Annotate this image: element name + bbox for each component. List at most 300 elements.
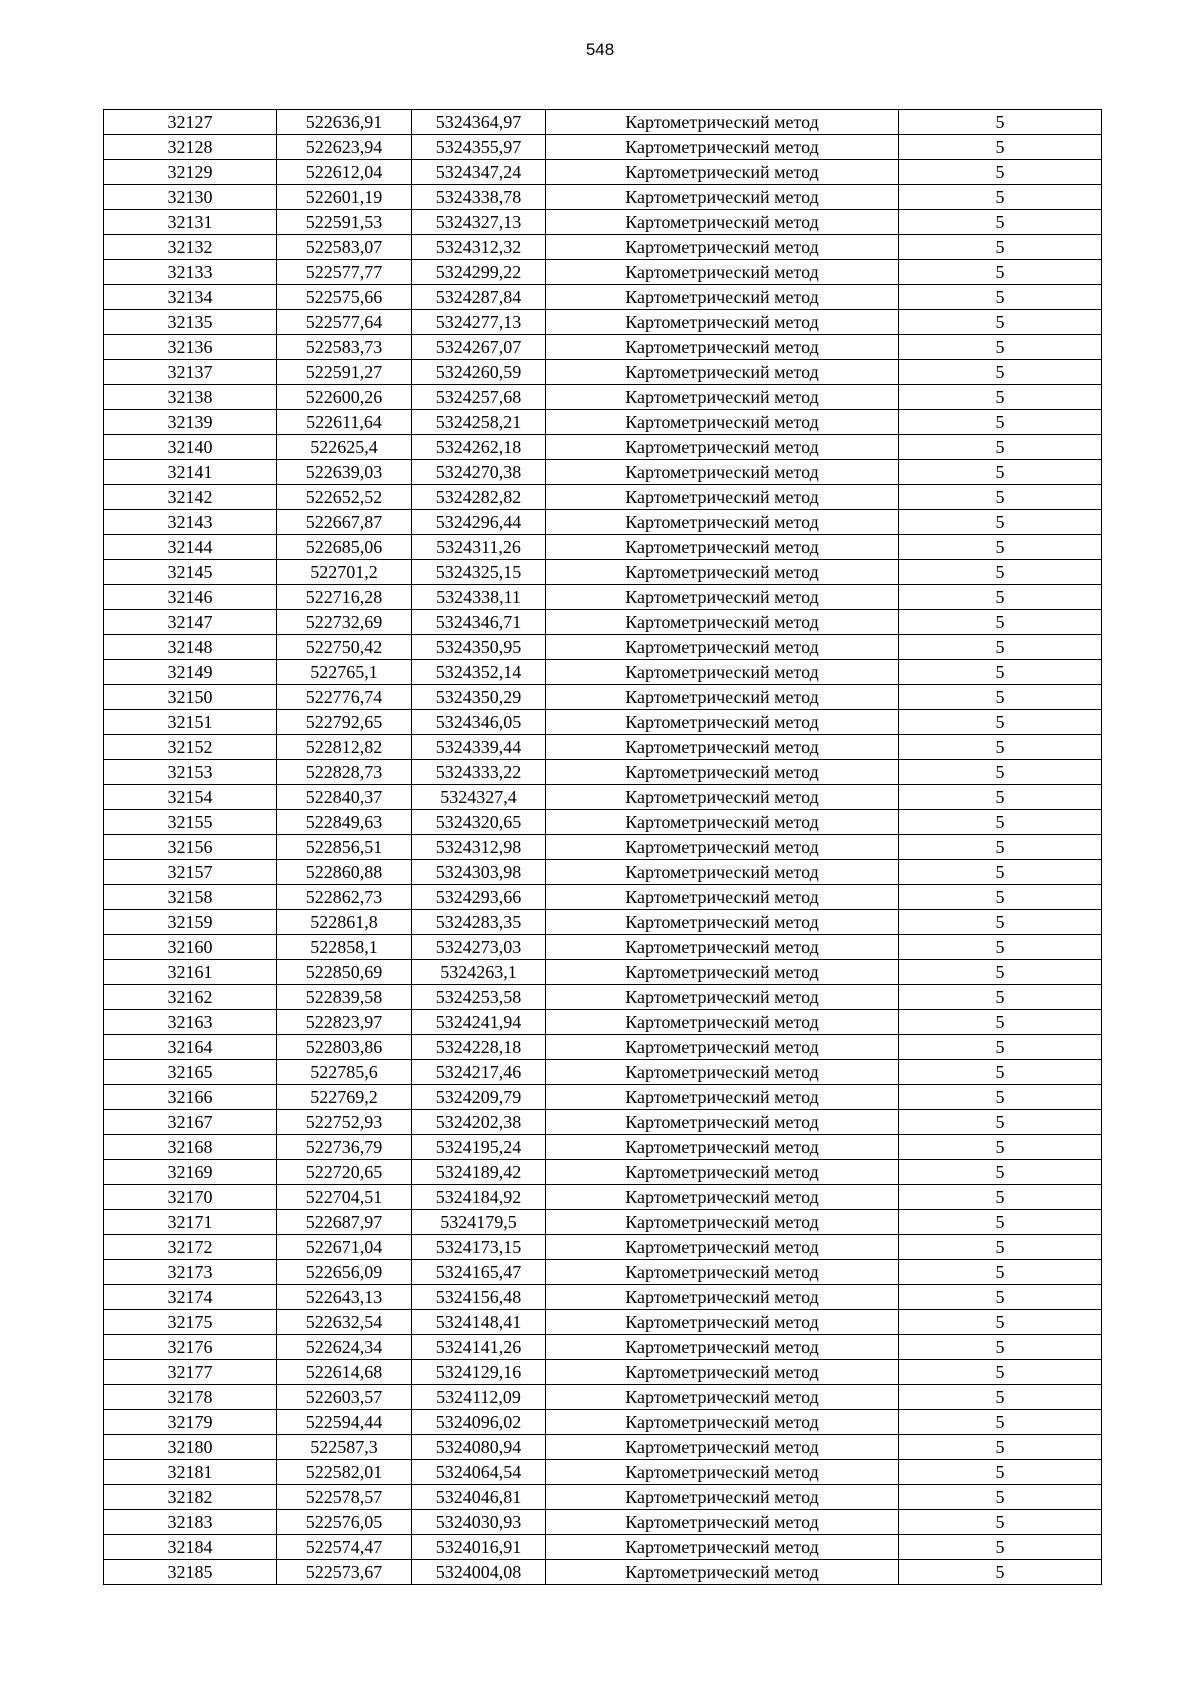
accuracy-cell: 5 — [899, 910, 1102, 935]
x-coordinate-cell: 522612,04 — [277, 160, 412, 185]
method-cell: Картометрический метод — [546, 985, 899, 1010]
method-cell: Картометрический метод — [546, 1360, 899, 1385]
table-row — [104, 985, 1102, 1010]
y-coordinate-cell: 5324228,18 — [412, 1035, 546, 1060]
method-cell: Картометрический метод — [546, 660, 899, 685]
table-row — [104, 535, 1102, 560]
accuracy-cell: 5 — [899, 1010, 1102, 1035]
table-row — [104, 435, 1102, 460]
accuracy-cell: 5 — [899, 1110, 1102, 1135]
accuracy-cell: 5 — [899, 260, 1102, 285]
x-coordinate-cell: 522687,97 — [277, 1210, 412, 1235]
point-number-cell: 32157 — [104, 860, 277, 885]
point-number-cell: 32177 — [104, 1360, 277, 1385]
x-coordinate-cell: 522583,73 — [277, 335, 412, 360]
point-number-cell: 32184 — [104, 1535, 277, 1560]
method-cell: Картометрический метод — [546, 1485, 899, 1510]
point-number-cell: 32160 — [104, 935, 277, 960]
x-coordinate-cell: 522769,2 — [277, 1085, 412, 1110]
point-number-cell: 32167 — [104, 1110, 277, 1135]
y-coordinate-cell: 5324287,84 — [412, 285, 546, 310]
table-row — [104, 1035, 1102, 1060]
accuracy-cell: 5 — [899, 1410, 1102, 1435]
accuracy-cell: 5 — [899, 560, 1102, 585]
table-row — [104, 460, 1102, 485]
y-coordinate-cell: 5324320,65 — [412, 810, 546, 835]
table-row — [104, 485, 1102, 510]
accuracy-cell: 5 — [899, 1360, 1102, 1385]
x-coordinate-cell: 522639,03 — [277, 460, 412, 485]
table-row — [104, 1110, 1102, 1135]
accuracy-cell: 5 — [899, 110, 1102, 135]
x-coordinate-cell: 522652,52 — [277, 485, 412, 510]
y-coordinate-cell: 5324283,35 — [412, 910, 546, 935]
y-coordinate-cell: 5324030,93 — [412, 1510, 546, 1535]
y-coordinate-cell: 5324346,05 — [412, 710, 546, 735]
table-row — [104, 160, 1102, 185]
accuracy-cell: 5 — [899, 310, 1102, 335]
accuracy-cell: 5 — [899, 785, 1102, 810]
accuracy-cell: 5 — [899, 1510, 1102, 1535]
method-cell: Картометрический метод — [546, 835, 899, 860]
point-number-cell: 32159 — [104, 910, 277, 935]
table-row — [104, 960, 1102, 985]
point-number-cell: 32185 — [104, 1560, 277, 1585]
method-cell: Картометрический метод — [546, 710, 899, 735]
table-row — [104, 135, 1102, 160]
method-cell: Картометрический метод — [546, 885, 899, 910]
accuracy-cell: 5 — [899, 485, 1102, 510]
y-coordinate-cell: 5324262,18 — [412, 435, 546, 460]
x-coordinate-cell: 522591,27 — [277, 360, 412, 385]
method-cell: Картометрический метод — [546, 235, 899, 260]
table-row — [104, 1385, 1102, 1410]
method-cell: Картометрический метод — [546, 1210, 899, 1235]
y-coordinate-cell: 5324156,48 — [412, 1285, 546, 1310]
x-coordinate-cell: 522785,6 — [277, 1060, 412, 1085]
table-row — [104, 510, 1102, 535]
method-cell: Картометрический метод — [546, 685, 899, 710]
method-cell: Картометрический метод — [546, 460, 899, 485]
x-coordinate-cell: 522671,04 — [277, 1235, 412, 1260]
coordinates-table-body — [104, 110, 1102, 1585]
method-cell: Картометрический метод — [546, 1035, 899, 1060]
x-coordinate-cell: 522850,69 — [277, 960, 412, 985]
accuracy-cell: 5 — [899, 960, 1102, 985]
method-cell: Картометрический метод — [546, 735, 899, 760]
method-cell: Картометрический метод — [546, 585, 899, 610]
y-coordinate-cell: 5324129,16 — [412, 1360, 546, 1385]
y-coordinate-cell: 5324352,14 — [412, 660, 546, 685]
table-row — [104, 1435, 1102, 1460]
table-row — [104, 1185, 1102, 1210]
accuracy-cell: 5 — [899, 585, 1102, 610]
x-coordinate-cell: 522625,4 — [277, 435, 412, 460]
point-number-cell: 32165 — [104, 1060, 277, 1085]
accuracy-cell: 5 — [899, 885, 1102, 910]
table-row — [104, 1060, 1102, 1085]
y-coordinate-cell: 5324195,24 — [412, 1135, 546, 1160]
y-coordinate-cell: 5324217,46 — [412, 1060, 546, 1085]
point-number-cell: 32153 — [104, 760, 277, 785]
y-coordinate-cell: 5324270,38 — [412, 460, 546, 485]
y-coordinate-cell: 5324312,98 — [412, 835, 546, 860]
table-row — [104, 285, 1102, 310]
method-cell: Картометрический метод — [546, 610, 899, 635]
x-coordinate-cell: 522600,26 — [277, 385, 412, 410]
method-cell: Картометрический метод — [546, 785, 899, 810]
point-number-cell: 32141 — [104, 460, 277, 485]
table-row — [104, 1360, 1102, 1385]
accuracy-cell: 5 — [899, 460, 1102, 485]
accuracy-cell: 5 — [899, 1560, 1102, 1585]
accuracy-cell: 5 — [899, 410, 1102, 435]
x-coordinate-cell: 522578,57 — [277, 1485, 412, 1510]
method-cell: Картометрический метод — [546, 1235, 899, 1260]
x-coordinate-cell: 522765,1 — [277, 660, 412, 685]
point-number-cell: 32172 — [104, 1235, 277, 1260]
point-number-cell: 32156 — [104, 835, 277, 860]
accuracy-cell: 5 — [899, 360, 1102, 385]
method-cell: Картометрический метод — [546, 435, 899, 460]
accuracy-cell: 5 — [899, 810, 1102, 835]
method-cell: Картометрический метод — [546, 1185, 899, 1210]
method-cell: Картометрический метод — [546, 1160, 899, 1185]
x-coordinate-cell: 522611,64 — [277, 410, 412, 435]
accuracy-cell: 5 — [899, 235, 1102, 260]
point-number-cell: 32164 — [104, 1035, 277, 1060]
accuracy-cell: 5 — [899, 1085, 1102, 1110]
point-number-cell: 32182 — [104, 1485, 277, 1510]
point-number-cell: 32149 — [104, 660, 277, 685]
y-coordinate-cell: 5324296,44 — [412, 510, 546, 535]
accuracy-cell: 5 — [899, 160, 1102, 185]
table-row — [104, 785, 1102, 810]
point-number-cell: 32135 — [104, 310, 277, 335]
point-number-cell: 32145 — [104, 560, 277, 585]
point-number-cell: 32169 — [104, 1160, 277, 1185]
x-coordinate-cell: 522576,05 — [277, 1510, 412, 1535]
y-coordinate-cell: 5324347,24 — [412, 160, 546, 185]
accuracy-cell: 5 — [899, 1035, 1102, 1060]
x-coordinate-cell: 522577,64 — [277, 310, 412, 335]
y-coordinate-cell: 5324080,94 — [412, 1435, 546, 1460]
method-cell: Картометрический метод — [546, 360, 899, 385]
x-coordinate-cell: 522812,82 — [277, 735, 412, 760]
accuracy-cell: 5 — [899, 660, 1102, 685]
table-row — [104, 360, 1102, 385]
y-coordinate-cell: 5324064,54 — [412, 1460, 546, 1485]
accuracy-cell: 5 — [899, 935, 1102, 960]
table-row — [104, 810, 1102, 835]
accuracy-cell: 5 — [899, 860, 1102, 885]
accuracy-cell: 5 — [899, 1160, 1102, 1185]
x-coordinate-cell: 522656,09 — [277, 1260, 412, 1285]
point-number-cell: 32150 — [104, 685, 277, 710]
point-number-cell: 32155 — [104, 810, 277, 835]
method-cell: Картометрический метод — [546, 1010, 899, 1035]
method-cell: Картометрический метод — [546, 1260, 899, 1285]
accuracy-cell: 5 — [899, 985, 1102, 1010]
accuracy-cell: 5 — [899, 710, 1102, 735]
x-coordinate-cell: 522716,28 — [277, 585, 412, 610]
point-number-cell: 32181 — [104, 1460, 277, 1485]
y-coordinate-cell: 5324209,79 — [412, 1085, 546, 1110]
x-coordinate-cell: 522849,63 — [277, 810, 412, 835]
x-coordinate-cell: 522624,34 — [277, 1335, 412, 1360]
y-coordinate-cell: 5324267,07 — [412, 335, 546, 360]
y-coordinate-cell: 5324338,11 — [412, 585, 546, 610]
x-coordinate-cell: 522861,8 — [277, 910, 412, 935]
table-row — [104, 935, 1102, 960]
method-cell: Картометрический метод — [546, 1285, 899, 1310]
x-coordinate-cell: 522623,94 — [277, 135, 412, 160]
point-number-cell: 32170 — [104, 1185, 277, 1210]
table-row — [104, 1460, 1102, 1485]
accuracy-cell: 5 — [899, 1460, 1102, 1485]
table-row — [104, 210, 1102, 235]
y-coordinate-cell: 5324303,98 — [412, 860, 546, 885]
method-cell: Картометрический метод — [546, 535, 899, 560]
accuracy-cell: 5 — [899, 1435, 1102, 1460]
table-row — [104, 1160, 1102, 1185]
accuracy-cell: 5 — [899, 1260, 1102, 1285]
table-row — [104, 560, 1102, 585]
method-cell: Картометрический метод — [546, 310, 899, 335]
y-coordinate-cell: 5324346,71 — [412, 610, 546, 635]
table-row — [104, 1410, 1102, 1435]
accuracy-cell: 5 — [899, 335, 1102, 360]
point-number-cell: 32168 — [104, 1135, 277, 1160]
y-coordinate-cell: 5324257,68 — [412, 385, 546, 410]
y-coordinate-cell: 5324350,29 — [412, 685, 546, 710]
method-cell: Картометрический метод — [546, 210, 899, 235]
x-coordinate-cell: 522632,54 — [277, 1310, 412, 1335]
method-cell: Картометрический метод — [546, 1435, 899, 1460]
point-number-cell: 32138 — [104, 385, 277, 410]
x-coordinate-cell: 522575,66 — [277, 285, 412, 310]
table-row — [104, 760, 1102, 785]
x-coordinate-cell: 522823,97 — [277, 1010, 412, 1035]
method-cell: Картометрический метод — [546, 185, 899, 210]
x-coordinate-cell: 522856,51 — [277, 835, 412, 860]
x-coordinate-cell: 522720,65 — [277, 1160, 412, 1185]
y-coordinate-cell: 5324096,02 — [412, 1410, 546, 1435]
table-row — [104, 410, 1102, 435]
table-row — [104, 1535, 1102, 1560]
table-row — [104, 860, 1102, 885]
x-coordinate-cell: 522803,86 — [277, 1035, 412, 1060]
y-coordinate-cell: 5324260,59 — [412, 360, 546, 385]
point-number-cell: 32178 — [104, 1385, 277, 1410]
point-number-cell: 32142 — [104, 485, 277, 510]
point-number-cell: 32163 — [104, 1010, 277, 1035]
table-row — [104, 1260, 1102, 1285]
x-coordinate-cell: 522839,58 — [277, 985, 412, 1010]
point-number-cell: 32144 — [104, 535, 277, 560]
accuracy-cell: 5 — [899, 1385, 1102, 1410]
x-coordinate-cell: 522667,87 — [277, 510, 412, 535]
accuracy-cell: 5 — [899, 1060, 1102, 1085]
table-row — [104, 185, 1102, 210]
accuracy-cell: 5 — [899, 185, 1102, 210]
accuracy-cell: 5 — [899, 535, 1102, 560]
point-number-cell: 32174 — [104, 1285, 277, 1310]
point-number-cell: 32133 — [104, 260, 277, 285]
accuracy-cell: 5 — [899, 760, 1102, 785]
y-coordinate-cell: 5324184,92 — [412, 1185, 546, 1210]
y-coordinate-cell: 5324350,95 — [412, 635, 546, 660]
accuracy-cell: 5 — [899, 685, 1102, 710]
table-row — [104, 1510, 1102, 1535]
method-cell: Картометрический метод — [546, 1060, 899, 1085]
y-coordinate-cell: 5324016,91 — [412, 1535, 546, 1560]
y-coordinate-cell: 5324189,42 — [412, 1160, 546, 1185]
accuracy-cell: 5 — [899, 1235, 1102, 1260]
y-coordinate-cell: 5324148,41 — [412, 1310, 546, 1335]
y-coordinate-cell: 5324327,4 — [412, 785, 546, 810]
method-cell: Картометрический метод — [546, 1535, 899, 1560]
x-coordinate-cell: 522736,79 — [277, 1135, 412, 1160]
y-coordinate-cell: 5324339,44 — [412, 735, 546, 760]
point-number-cell: 32175 — [104, 1310, 277, 1335]
x-coordinate-cell: 522573,67 — [277, 1560, 412, 1585]
accuracy-cell: 5 — [899, 1310, 1102, 1335]
method-cell: Картометрический метод — [546, 110, 899, 135]
table-row — [104, 635, 1102, 660]
coordinates-table — [103, 109, 1102, 1585]
point-number-cell: 32129 — [104, 160, 277, 185]
y-coordinate-cell: 5324364,97 — [412, 110, 546, 135]
method-cell: Картометрический метод — [546, 1335, 899, 1360]
point-number-cell: 32161 — [104, 960, 277, 985]
y-coordinate-cell: 5324273,03 — [412, 935, 546, 960]
x-coordinate-cell: 522636,91 — [277, 110, 412, 135]
table-row — [104, 1560, 1102, 1585]
accuracy-cell: 5 — [899, 285, 1102, 310]
x-coordinate-cell: 522776,74 — [277, 685, 412, 710]
table-row — [104, 1135, 1102, 1160]
method-cell: Картометрический метод — [546, 560, 899, 585]
x-coordinate-cell: 522591,53 — [277, 210, 412, 235]
point-number-cell: 32176 — [104, 1335, 277, 1360]
point-number-cell: 32173 — [104, 1260, 277, 1285]
y-coordinate-cell: 5324282,82 — [412, 485, 546, 510]
accuracy-cell: 5 — [899, 210, 1102, 235]
x-coordinate-cell: 522701,2 — [277, 560, 412, 585]
x-coordinate-cell: 522732,69 — [277, 610, 412, 635]
y-coordinate-cell: 5324004,08 — [412, 1560, 546, 1585]
y-coordinate-cell: 5324202,38 — [412, 1110, 546, 1135]
x-coordinate-cell: 522577,77 — [277, 260, 412, 285]
accuracy-cell: 5 — [899, 735, 1102, 760]
accuracy-cell: 5 — [899, 1135, 1102, 1160]
table-row — [104, 685, 1102, 710]
point-number-cell: 32179 — [104, 1410, 277, 1435]
x-coordinate-cell: 522582,01 — [277, 1460, 412, 1485]
x-coordinate-cell: 522601,19 — [277, 185, 412, 210]
method-cell: Картометрический метод — [546, 510, 899, 535]
y-coordinate-cell: 5324312,32 — [412, 235, 546, 260]
point-number-cell: 32154 — [104, 785, 277, 810]
table-row — [104, 885, 1102, 910]
method-cell: Картометрический метод — [546, 960, 899, 985]
method-cell: Картометрический метод — [546, 860, 899, 885]
point-number-cell: 32183 — [104, 1510, 277, 1535]
x-coordinate-cell: 522828,73 — [277, 760, 412, 785]
y-coordinate-cell: 5324112,09 — [412, 1385, 546, 1410]
y-coordinate-cell: 5324046,81 — [412, 1485, 546, 1510]
y-coordinate-cell: 5324311,26 — [412, 535, 546, 560]
x-coordinate-cell: 522862,73 — [277, 885, 412, 910]
y-coordinate-cell: 5324141,26 — [412, 1335, 546, 1360]
table-row — [104, 835, 1102, 860]
accuracy-cell: 5 — [899, 635, 1102, 660]
x-coordinate-cell: 522594,44 — [277, 1410, 412, 1435]
method-cell: Картометрический метод — [546, 1135, 899, 1160]
method-cell: Картометрический метод — [546, 1510, 899, 1535]
point-number-cell: 32148 — [104, 635, 277, 660]
table-row — [104, 385, 1102, 410]
y-coordinate-cell: 5324253,58 — [412, 985, 546, 1010]
table-row — [104, 585, 1102, 610]
point-number-cell: 32137 — [104, 360, 277, 385]
method-cell: Картометрический метод — [546, 160, 899, 185]
x-coordinate-cell: 522750,42 — [277, 635, 412, 660]
method-cell: Картометрический метод — [546, 760, 899, 785]
y-coordinate-cell: 5324173,15 — [412, 1235, 546, 1260]
point-number-cell: 32132 — [104, 235, 277, 260]
table-row — [104, 1485, 1102, 1510]
accuracy-cell: 5 — [899, 1485, 1102, 1510]
x-coordinate-cell: 522792,65 — [277, 710, 412, 735]
point-number-cell: 32134 — [104, 285, 277, 310]
point-number-cell: 32180 — [104, 1435, 277, 1460]
point-number-cell: 32146 — [104, 585, 277, 610]
method-cell: Картометрический метод — [546, 260, 899, 285]
method-cell: Картометрический метод — [546, 135, 899, 160]
x-coordinate-cell: 522704,51 — [277, 1185, 412, 1210]
method-cell: Картометрический метод — [546, 635, 899, 660]
y-coordinate-cell: 5324179,5 — [412, 1210, 546, 1235]
table-row — [104, 710, 1102, 735]
point-number-cell: 32152 — [104, 735, 277, 760]
x-coordinate-cell: 522860,88 — [277, 860, 412, 885]
y-coordinate-cell: 5324355,97 — [412, 135, 546, 160]
table-row — [104, 1210, 1102, 1235]
method-cell: Картометрический метод — [546, 1385, 899, 1410]
accuracy-cell: 5 — [899, 435, 1102, 460]
table-row — [104, 235, 1102, 260]
page-number: 548 — [585, 40, 615, 59]
table-row — [104, 260, 1102, 285]
table-row — [104, 735, 1102, 760]
method-cell: Картометрический метод — [546, 410, 899, 435]
method-cell: Картометрический метод — [546, 810, 899, 835]
table-row — [104, 1310, 1102, 1335]
method-cell: Картометрический метод — [546, 935, 899, 960]
table-row — [104, 310, 1102, 335]
x-coordinate-cell: 522574,47 — [277, 1535, 412, 1560]
table-row — [104, 610, 1102, 635]
point-number-cell: 32130 — [104, 185, 277, 210]
y-coordinate-cell: 5324258,21 — [412, 410, 546, 435]
y-coordinate-cell: 5324325,15 — [412, 560, 546, 585]
point-number-cell: 32136 — [104, 335, 277, 360]
table-row — [104, 1235, 1102, 1260]
accuracy-cell: 5 — [899, 1210, 1102, 1235]
table-row — [104, 1085, 1102, 1110]
